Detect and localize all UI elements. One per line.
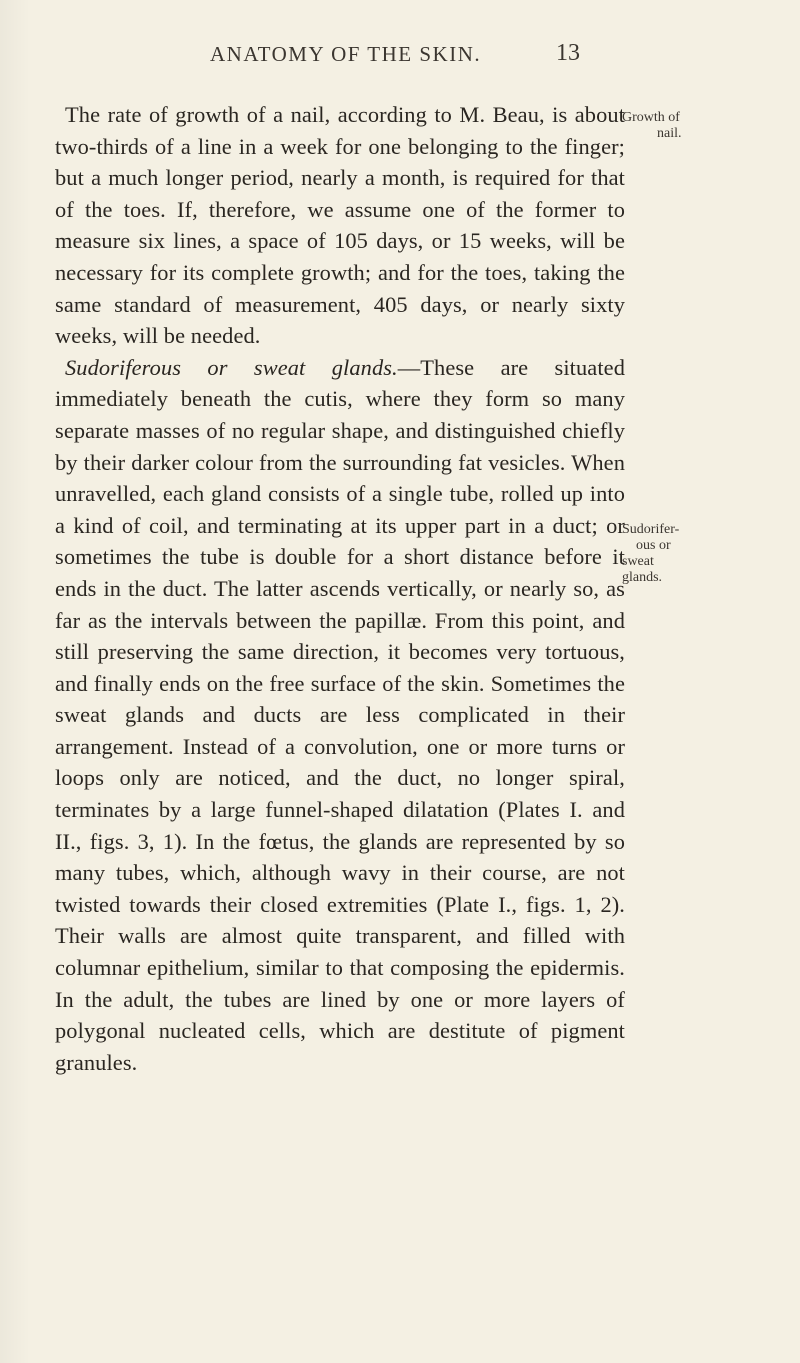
running-head: ANATOMY OF THE SKIN. <box>210 42 482 66</box>
page-number: 13 <box>556 40 580 66</box>
page-header <box>0 42 800 72</box>
section-heading-sweat-glands: Sudoriferous or sweat glands. <box>65 354 398 380</box>
sweat-glands-text: These are situated immediately beneath the cutis, where they form so many separate masses of no regular shape, and distinguished chiefly by their darker colour from the surrounding fat vesicles. When unravelled, each gland consists of a single tube, rolled up into a kind of coil, and terminating at its upper part in a duct; or sometimes the tube is double for a short distance before it ends in the duct. The latter ascends vertically, or nearly so, as far as the intervals between the papillæ. From this point, and still preserving the same direction, it becomes very tortuous, and finally ends on the free surface of the skin. Sometimes the sweat glands and ducts are less complicated in their arrangement. Instead of a convolution, one or more turns or loops only are noticed, and the duct, no longer spiral, terminates by a large funnel-shaped dilatation (Plates I. and II., figs. 3, 1). In the fœtus, the glands are represented by so many tubes, which, although wavy in their course, are not twisted towards their closed extremities (Plate I., figs. 1, 2). Their walls are almost quite transparent, and filled with columnar epithelium, similar to that composing the epidermis. In the adult, the tubes are lined by one or more layers of polygonal nucleated cells, which are destitute of pigment granules. <box>55 354 625 1075</box>
em-dash: — <box>397 354 421 380</box>
body-text <box>55 99 625 1078</box>
paragraph-sweat-glands <box>55 352 625 1079</box>
margin-note-growth-of-nail: Growth of nail. <box>622 110 682 141</box>
paragraph-nail-growth: The rate of growth of a nail, according to M. Beau, is about two-thirds of a line in a week for one belonging to the finger; but a much longer period, nearly a month, is required for that of the toes. If, therefore, we assume one of the former to measure six lines, a space of 105 days, or 15 weeks, will be necessary for its complete growth; and for the toes, taking the same standard of measurement, 405 days, or nearly sixty weeks, will be needed. <box>55 102 625 349</box>
margin-note-sweat-glands: Sudorifer- ous or sweat glands. <box>622 522 680 585</box>
